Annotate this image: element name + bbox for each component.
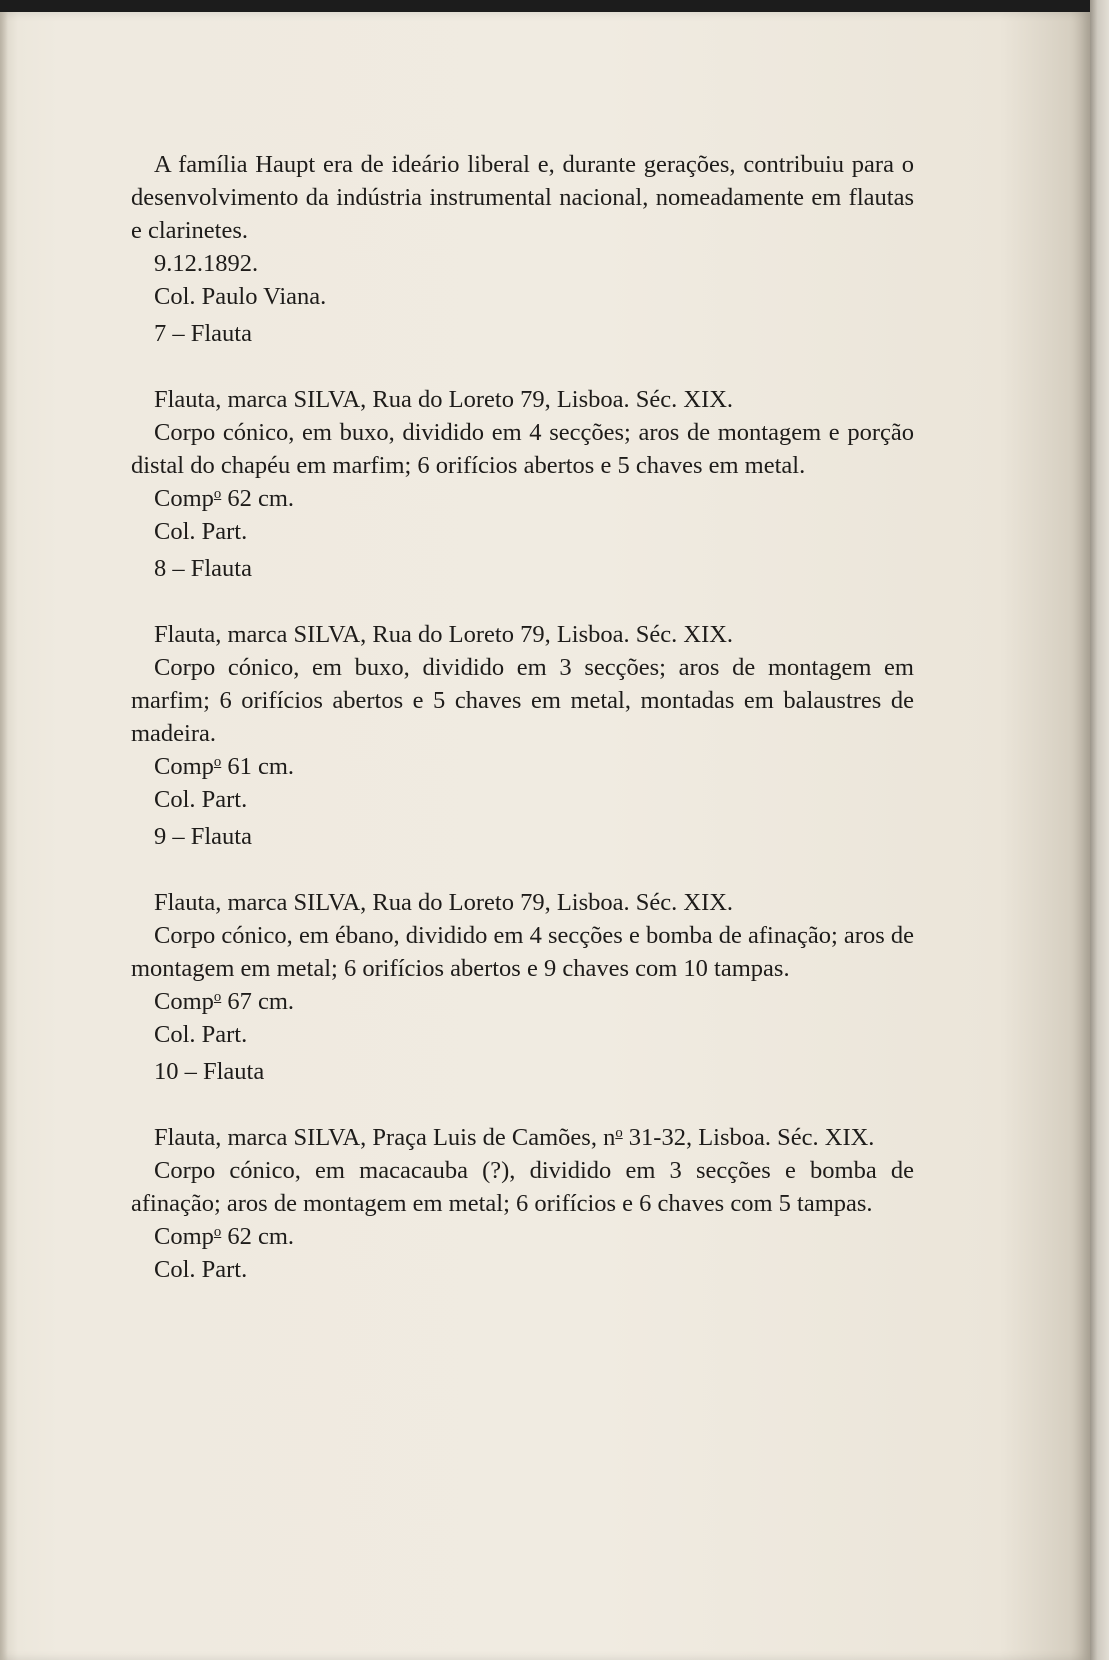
intro-paragraph: A família Haupt era de ideário liberal e, durante gerações, contribuiu para o desenvolvimento da indústria instrumental nacional, nomeadamente em flautas e clarinetes. [131,151,914,244]
entry-heading: 10 – Flauta [154,1058,265,1085]
entry-length: Comp$^o$ 62 cm. [154,485,295,512]
entry-collection: Col. Part. [154,1256,248,1283]
entry-length: Comp$^o$ 67 cm. [154,988,295,1015]
scan-top-border [0,0,1109,12]
entry-description: Corpo cónico, em buxo, dividido em 3 secções; aros de montagem em marfim; 6 orifícios abertos e 5 chaves em metal, montadas em balaustres de madeira. [131,654,914,747]
spine-shadow [0,12,8,1660]
entry-maker: Flauta, marca SILVA, Rua do Loreto 79, Lisboa. Séc. XIX. [154,621,734,648]
catalog-entry-7 [131,317,914,548]
catalog-entry-8 [131,552,914,816]
entry-maker: Flauta, marca SILVA, Rua do Loreto 79, Lisboa. Séc. XIX. [154,386,734,413]
entry-length: Comp$^o$ 61 cm. [154,753,295,780]
entry-description: Corpo cónico, em macacauba (?), dividido em 3 secções e bomba de afinação; aros de montagem em metal; 6 orifícios e 6 chaves com 5 tampas. [131,1157,914,1217]
entry-description: Corpo cónico, em ébano, dividido em 4 secções e bomba de afinação; aros de montagem em metal; 6 orifícios abertos e 9 chaves com 10 tampas. [131,922,914,982]
entry-length: Comp$^o$ 62 cm. [154,1223,295,1250]
catalog-entry-10 [131,1055,914,1286]
entry-description: Corpo cónico, em buxo, dividido em 4 secções; aros de montagem e porção distal do chapéu em marfim; 6 orifícios abertos e 5 chaves em metal. [131,419,914,479]
entry-collection: Col. Part. [154,518,248,545]
page-text [131,148,914,1286]
catalog-entry-9 [131,820,914,1051]
entry-maker: Flauta, marca SILVA, Rua do Loreto 79, Lisboa. Séc. XIX. [154,889,734,916]
intro-date: 9.12.1892. [154,250,259,277]
page-edge [1090,0,1109,1660]
entry-heading: 9 – Flauta [154,823,252,850]
entry-heading: 8 – Flauta [154,555,252,582]
entry-collection: Col. Part. [154,1021,248,1048]
entry-maker: Flauta, marca SILVA, Praça Luis de Camões, $n^o$ 31-32, Lisboa. Séc. XIX. [154,1124,875,1151]
entry-heading: 7 – Flauta [154,320,252,347]
intro-collection: Col. Paulo Viana. [154,283,327,310]
entry-collection: Col. Part. [154,786,248,813]
